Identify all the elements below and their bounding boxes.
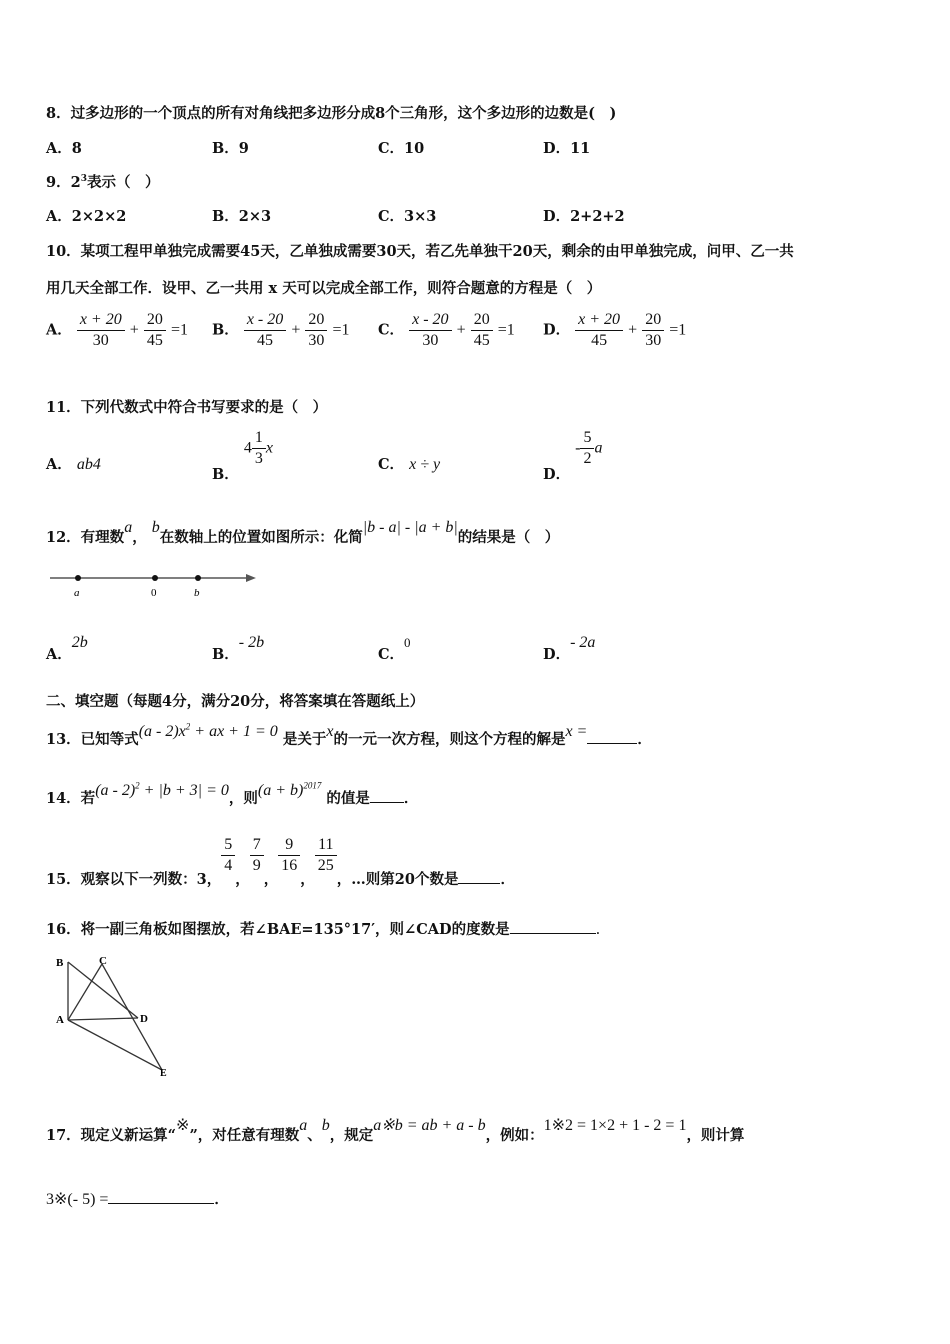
q10-option-d-label: D．	[543, 321, 571, 339]
q11-option-c	[378, 453, 440, 474]
q10-option-b	[212, 310, 350, 351]
q8-option-a: A．8	[46, 140, 82, 157]
q14-answer-blank[interactable]	[370, 788, 404, 803]
q12-var-b: b	[151, 519, 160, 536]
q14-pre: 14．若	[46, 790, 96, 807]
q11-option-a-value: ab4	[76, 456, 101, 473]
q10-option-a	[46, 310, 188, 351]
q16-end: .	[595, 922, 601, 938]
q15-frac-2: $\frac{7}{9}$	[250, 835, 264, 876]
point-b	[195, 575, 201, 581]
q11-option-a-label: A．	[46, 456, 72, 473]
q17-rule: a※b = ab + a - b	[373, 1117, 486, 1134]
q9-option-d: D．2+2+2	[543, 208, 625, 225]
q10-a-frac2: $\frac{20}{45}$	[144, 310, 166, 351]
q16-triangle-figure	[44, 952, 184, 1080]
q13-stem	[46, 721, 652, 749]
q12-option-d-value: - 2a	[570, 634, 596, 651]
q12-option-c	[378, 635, 411, 664]
q15-post: ，…则第20个数是	[336, 870, 459, 888]
q12-expression: |b - a| - |a + b|	[362, 519, 458, 536]
q14-condition: (a - 2)$^2$ + |b + 3| = 0	[95, 780, 229, 799]
equals-one: =1	[332, 321, 350, 339]
q14-end: ．	[403, 790, 419, 807]
q17-calc: 3※(- 5) =	[46, 1191, 109, 1208]
q15-frac-3: $\frac{9}{16}$	[278, 835, 300, 876]
q10-d-frac1: $\frac{x + 20}{45}$	[575, 310, 623, 351]
point-a	[75, 575, 81, 581]
point-zero	[152, 575, 158, 581]
q12-mid: 在数轴上的位置如图所示：化简	[159, 529, 363, 546]
fig-label-d: D	[140, 1013, 148, 1025]
q12-post: 的结果是（ ）	[457, 529, 560, 546]
q15-frac-1: $\frac{5}{4}$	[221, 835, 235, 876]
q15-sep: ，	[235, 870, 250, 888]
q17-example: 1※2 = 1×2 + 1 - 2 = 1	[543, 1117, 687, 1134]
q9-rest: 表示（ ）	[86, 174, 160, 191]
q17-post: ，则计算	[686, 1127, 745, 1144]
q13-equation: $(a - 2)x^2$ + ax + 1 = 0	[138, 721, 278, 740]
q11-stem: 11．下列代数式中符合书写要求的是（ ）	[46, 399, 328, 416]
equals-one: =1	[170, 321, 188, 339]
q10-option-c-label: C．	[378, 321, 405, 339]
fig-label-c: C	[99, 955, 107, 967]
q9-stem	[46, 171, 159, 192]
q17-stem	[46, 1117, 745, 1145]
q11-option-d	[543, 428, 603, 483]
q15-answer-blank[interactable]	[458, 869, 500, 884]
q17-mid: ”，对任意有理数	[189, 1127, 300, 1144]
q8-stem: 8．过多边形的一个顶点的所有对角线把多边形分成8个三角形，这个多边形的边数是( )	[46, 105, 617, 122]
q13-mid2: 的一元一次方程，则这个方程的解是	[333, 731, 566, 748]
q17-pre: 17．现定义新运算“	[46, 1127, 177, 1144]
q14-expression: $(a + b)^{2017}$	[257, 780, 322, 799]
q16-text: 16．将一副三角板如图摆放，若∠BAE=135°17′，则∠CAD的度数是	[46, 921, 510, 938]
section-2-heading: 二、填空题（每题4分，满分20分，将答案填在答题纸上）	[46, 693, 425, 710]
q12-option-b	[212, 634, 265, 664]
q12-option-b-label: B．	[212, 646, 239, 663]
q13-mid: 是关于	[282, 731, 327, 748]
q16-stem	[46, 918, 600, 939]
q13-answer-blank[interactable]	[587, 729, 637, 744]
q15-frac-4: $\frac{11}{25}$	[315, 835, 337, 876]
q15-sep: ，	[300, 870, 315, 888]
q10-stem-line2: 用几天全部工作．设甲、乙一共用 x 天可以完成全部工作，则符合题意的方程是（ ）	[46, 280, 602, 297]
q12-option-c-value: 0	[404, 635, 411, 650]
fig-label-b: B	[56, 957, 64, 969]
q12-option-d-label: D．	[543, 646, 571, 663]
q11-option-d-label: D．	[543, 465, 571, 483]
q15-sep: ，	[263, 870, 279, 888]
q12-pre: 12．有理数	[46, 529, 125, 546]
q10-b-frac1: $\frac{x - 20}{45}$	[244, 310, 286, 351]
q10-c-frac1: $\frac{x - 20}{30}$	[409, 310, 451, 351]
q12-option-a-value: 2b	[71, 634, 88, 651]
q14-stem	[46, 780, 419, 808]
q12-option-a	[46, 634, 88, 664]
q10-option-b-label: B．	[212, 321, 239, 339]
q14-post: 的值是	[326, 790, 370, 807]
q10-stem-line1: 10．某项工程甲单独完成需要45天，乙单独成需要30天，若乙先单独干20天，剩余的由甲单独完成，问甲、乙一共	[46, 243, 794, 260]
q15-stem	[46, 835, 515, 888]
q11-option-c-value: x ÷ y	[409, 456, 441, 473]
q8-option-b: B．9	[212, 140, 249, 157]
fig-label-a: A	[56, 1014, 64, 1026]
q9-option-a: A．2×2×2	[46, 208, 127, 225]
q11-option-b	[212, 428, 273, 483]
q8-option-c: C．10	[378, 140, 425, 157]
q17-calc-line	[46, 1188, 229, 1209]
q17-var-a: a	[299, 1117, 308, 1134]
q11-option-b-label: B．	[212, 465, 239, 483]
q17-mid3: ，例如：	[485, 1127, 544, 1144]
q9-number: 9．	[46, 174, 71, 191]
axis-label-zero: 0	[151, 587, 157, 599]
q8-option-d: D．11	[543, 140, 591, 157]
q17-mid2: ，规定	[329, 1127, 374, 1144]
fig-label-e: E	[160, 1068, 167, 1079]
equals-one: =1	[497, 321, 515, 339]
axis-label-a: a	[74, 587, 80, 599]
q17-sep: 、	[307, 1127, 322, 1144]
q10-a-frac1: $\frac{x + 20}{30}$	[77, 310, 125, 351]
q11-minus-sign: -	[575, 439, 581, 457]
q12-option-a-label: A．	[46, 646, 72, 663]
q11-option-a	[46, 453, 101, 474]
q11-option-c-label: C．	[378, 456, 405, 473]
q9-option-b: B．2×3	[212, 208, 272, 225]
q10-option-c	[378, 310, 515, 351]
q12-option-d	[543, 634, 596, 664]
q11-mixed-var: x	[265, 439, 273, 457]
equals-one: =1	[669, 321, 687, 339]
q16-answer-blank[interactable]	[510, 919, 596, 934]
q13-answer-lead: x =	[565, 723, 588, 740]
q11-mixed-frac: $\frac{1}{3}$	[252, 428, 266, 469]
q12-stem	[46, 519, 560, 547]
plus-sign: +	[456, 321, 466, 339]
plus-sign: +	[291, 321, 301, 339]
q10-d-frac2: $\frac{20}{30}$	[642, 310, 664, 351]
q12-comma: ，	[132, 529, 147, 546]
arrow-icon	[246, 574, 256, 582]
q9-base: 2	[70, 174, 81, 191]
q10-c-frac2: $\frac{20}{45}$	[471, 310, 493, 351]
q14-mid: ，则	[228, 790, 258, 807]
plus-sign: +	[628, 321, 638, 339]
q10-option-a-label: A．	[46, 321, 72, 339]
q13-var: x	[326, 723, 334, 740]
q11-mixed-whole: 4	[243, 439, 252, 457]
q11-frac-var: a	[594, 439, 603, 457]
q15-end: ．	[500, 870, 515, 888]
q12-var-a: a	[124, 519, 133, 536]
q10-option-d	[543, 310, 686, 351]
q12-option-c-label: C．	[378, 646, 405, 663]
q9-option-c: C．3×3	[378, 208, 437, 225]
q13-pre: 13．已知等式	[46, 731, 139, 748]
q17-var-b: b	[321, 1117, 330, 1134]
q17-end: ．	[214, 1191, 229, 1208]
q12-number-line	[48, 566, 260, 602]
q9-exponent: 3	[80, 174, 87, 185]
plus-sign: +	[129, 321, 139, 339]
q15-pre: 15．观察以下一列数：3，	[46, 870, 222, 888]
q11-frac: $\frac{5}{2}$	[580, 428, 594, 469]
q17-symbol: ※	[176, 1117, 190, 1134]
q17-answer-blank[interactable]	[108, 1189, 214, 1204]
q13-end: ．	[637, 731, 652, 748]
q12-option-b-value: - 2b	[238, 634, 265, 651]
q10-b-frac2: $\frac{20}{30}$	[305, 310, 327, 351]
axis-label-b: b	[194, 587, 200, 599]
